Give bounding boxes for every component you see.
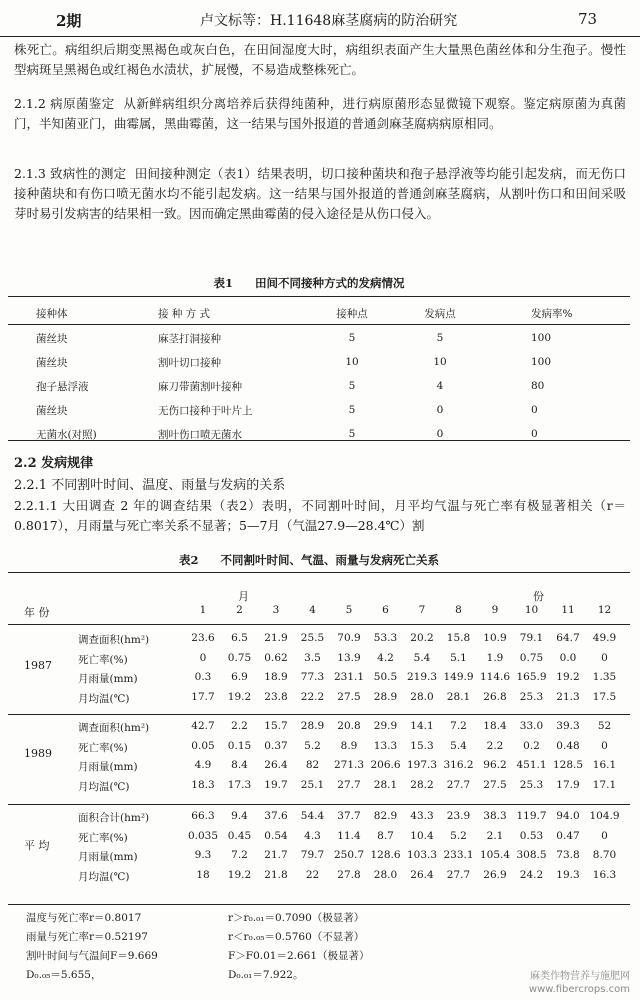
footnote-temp-correlation: 温度与死亡率r＝0.8017 bbox=[26, 912, 142, 924]
table2-cell: 0.54 bbox=[264, 829, 288, 842]
table-cell: 10 bbox=[345, 356, 359, 368]
table2-cell: 19.2 bbox=[227, 868, 252, 881]
table2-cell: 39.3 bbox=[556, 720, 580, 732]
table-cell: 0 bbox=[436, 404, 444, 416]
table2-cell: 114.6 bbox=[479, 671, 511, 683]
table2-cell: 49.9 bbox=[592, 632, 617, 644]
table-cell: 5 bbox=[348, 404, 356, 416]
table2-cell: 70.9 bbox=[337, 632, 361, 644]
table2-cell: 7.2 bbox=[450, 720, 467, 732]
table-cell: 无菌水(对照) bbox=[36, 428, 97, 441]
section-2-2-heading: 2.2 发病规律 bbox=[14, 456, 94, 471]
table2-row-label: 死亡率(%) bbox=[78, 831, 128, 844]
table2-cell: 28.0 bbox=[373, 868, 398, 881]
table2-cell: 96.2 bbox=[483, 759, 507, 771]
page-number: 73 bbox=[578, 10, 598, 28]
table2-cell: 18.9 bbox=[264, 671, 288, 683]
table2-cell: 4.9 bbox=[194, 759, 212, 771]
table2-cell: 0.45 bbox=[227, 829, 252, 842]
table2-cell: 23.9 bbox=[446, 810, 471, 822]
section-2-1-2 bbox=[14, 94, 626, 134]
table1-bottom-rule bbox=[8, 440, 630, 441]
table2-cell: 0 bbox=[601, 739, 608, 752]
table2-cell: 26.4 bbox=[410, 868, 434, 881]
table2-header-rule bbox=[8, 624, 630, 625]
table2-cell: 8.9 bbox=[340, 739, 358, 752]
table-cell: 割叶伤口喷无菌水 bbox=[158, 428, 242, 441]
table2-year-header: 年 份 bbox=[24, 606, 50, 619]
table2-cell: 50.5 bbox=[373, 671, 398, 683]
table2-cell: 0.2 bbox=[523, 739, 540, 752]
table2-cell: 0.05 bbox=[191, 739, 215, 752]
table2-cell: 2.1 bbox=[486, 829, 504, 842]
table2-month-label: 2 bbox=[236, 604, 243, 616]
table-cell: 0 bbox=[531, 404, 538, 416]
table2-cell: 9.4 bbox=[231, 810, 248, 822]
table2-cell: 250.7 bbox=[333, 849, 365, 861]
table1-header: 接种点 bbox=[336, 307, 368, 320]
table-cell: 孢子悬浮液 bbox=[36, 380, 89, 393]
table2-month-label: 8 bbox=[455, 604, 462, 616]
table2-cell: 0 bbox=[601, 829, 608, 842]
table2-cell: 233.1 bbox=[443, 849, 474, 861]
table2-cell: 28.9 bbox=[373, 690, 398, 703]
table2-cell: 8.7 bbox=[377, 829, 394, 842]
table2-cell: 26.8 bbox=[483, 690, 507, 703]
table2-cell: 17.1 bbox=[592, 778, 617, 791]
table1-header: 接种体 bbox=[36, 307, 68, 320]
table2-month-label: 10 bbox=[524, 604, 539, 616]
table2-cell: 27.5 bbox=[483, 778, 507, 791]
table2-cell: 19.3 bbox=[556, 868, 580, 881]
table2-cell: 0.75 bbox=[227, 651, 252, 664]
table2-cell: 26.9 bbox=[483, 868, 507, 881]
table-row bbox=[8, 326, 630, 350]
section-2-1-3-heading: 2.1.3 致病性的测定 bbox=[14, 166, 127, 181]
table2-cell: 29.9 bbox=[373, 720, 398, 732]
table2-cell: 21.7 bbox=[264, 849, 288, 861]
table2-cell: 5.4 bbox=[450, 739, 467, 752]
table2-cell: 23.8 bbox=[264, 690, 288, 703]
table-cell: 麻刀带菌割叶接种 bbox=[158, 380, 242, 393]
table2-cell: 19.7 bbox=[264, 778, 288, 791]
table2-cell: 0 bbox=[199, 651, 207, 664]
table2-cell: 3.5 bbox=[304, 651, 321, 664]
table2-cell: 11.4 bbox=[337, 829, 361, 842]
table2-cell: 17.5 bbox=[592, 690, 617, 703]
table2-cell: 25.3 bbox=[519, 690, 544, 703]
table2-cell: 37.6 bbox=[264, 810, 288, 822]
table2-cell: 28.0 bbox=[410, 690, 434, 703]
table2-cell: 21.8 bbox=[264, 868, 288, 881]
table2-cell: 4.3 bbox=[304, 829, 321, 842]
table2-row-label: 月均温(℃) bbox=[78, 870, 130, 883]
table2-cell: 0.035 bbox=[187, 829, 219, 842]
table-cell: 100 bbox=[531, 356, 552, 368]
table-cell: 0 bbox=[436, 428, 444, 440]
footnote-f-significance: F＞F0.01＝2.661（极显著） bbox=[228, 950, 370, 962]
footnote-temp-significance: r＞r₀.₀₁＝0.7090（极显著） bbox=[228, 912, 365, 924]
table2-cell: 16.3 bbox=[592, 868, 617, 881]
table2-cell: 22 bbox=[305, 868, 320, 881]
table-cell: 5 bbox=[348, 380, 356, 392]
table2-cell: 271.3 bbox=[333, 759, 365, 771]
table2-cell: 5.2 bbox=[304, 739, 321, 752]
table-cell: 割叶切口接种 bbox=[158, 356, 221, 369]
table2-cell: 149.9 bbox=[443, 671, 474, 683]
page-header bbox=[0, 0, 640, 37]
table2-cell: 64.7 bbox=[556, 632, 580, 644]
table1-header: 发病点 bbox=[424, 307, 456, 320]
table2-cell: 16.1 bbox=[592, 759, 617, 771]
table2-cell: 10.9 bbox=[483, 632, 507, 644]
table2-month-label: 1 bbox=[199, 604, 207, 616]
table2-top-rule bbox=[8, 572, 630, 573]
table2-cell: 197.3 bbox=[406, 759, 438, 771]
table1-title: 田间不同接种方式的发病情况 bbox=[255, 276, 405, 290]
table2-cell: 79.7 bbox=[300, 849, 325, 861]
table2-month-label: 12 bbox=[597, 604, 612, 616]
table2-cell: 18.4 bbox=[483, 720, 507, 732]
table2-cell: 38.3 bbox=[483, 810, 507, 822]
table2-cell: 66.3 bbox=[191, 810, 215, 822]
table1-top-rule bbox=[8, 296, 630, 297]
table2-cell: 94.0 bbox=[556, 810, 580, 822]
issue-number: 2期 bbox=[56, 12, 82, 30]
table2-cell: 15.8 bbox=[446, 632, 471, 644]
table2-cell: 42.7 bbox=[191, 720, 215, 732]
section-2-2-1-1-text: 2.2.1.1 大田调查 2 年的调查结果（表2）表明，不同割叶时间，月平均气温与死亡率有极显著相关（r＝0.8017），月雨量与死亡率关系不显著；5—7月（气温27.9—28.4℃）割 bbox=[14, 498, 626, 533]
table2-cell: 0.15 bbox=[227, 739, 252, 752]
table2-cell: 219.3 bbox=[406, 671, 438, 683]
table2-cell: 23.6 bbox=[191, 632, 215, 644]
paragraph-continuation: 株死亡。病组织后期变黑褐色或灰白色，在田间湿度大时，病组织表面产生大量黑色菌丝体和分生孢子。慢性型病斑呈黑褐色或红褐色水渍状，扩展慢，不易造成整株死亡。 bbox=[14, 42, 626, 77]
table2-cell: 37.7 bbox=[337, 810, 361, 822]
table1-header: 发病率% bbox=[531, 307, 573, 320]
section-2-1-3-text: 田间接种测定（表1）结果表明，切口接种菌块和孢子悬浮液等均能引起发病，而无伤口接种菌块和有伤口喷无菌水均不能引起发病。这一结果与国外报道的普通剑麻茎腐病，从割叶伤口和田间采吸芽时易引发病害的结果相一致。因而确定黑曲霉菌的侵入途径是从伤口侵入。 bbox=[14, 166, 626, 221]
table2-cell: 0.48 bbox=[556, 739, 580, 752]
table2-cell: 82 bbox=[305, 759, 320, 771]
table2-cell: 27.8 bbox=[337, 868, 361, 881]
table2-cell: 5.4 bbox=[413, 651, 431, 664]
table2-cell: 82.9 bbox=[373, 810, 398, 822]
table2-cell: 28.9 bbox=[300, 720, 325, 732]
table2-month-label: 11 bbox=[561, 604, 575, 616]
table2-cell: 17.9 bbox=[556, 778, 580, 791]
table2-cell: 18 bbox=[196, 868, 210, 881]
table2-cell: 14.1 bbox=[410, 720, 434, 732]
table2-cell: 79.1 bbox=[519, 632, 544, 644]
footnote-f-value: 割叶时间与气温间F＝9.669 bbox=[26, 950, 158, 962]
table-cell: 5 bbox=[348, 428, 356, 440]
table2-cell: 19.2 bbox=[556, 671, 580, 683]
table2-cell: 2.2 bbox=[486, 739, 504, 752]
section-2-2-1-heading: 2.2.1 不同割叶时间、温度、雨量与发病的关系 bbox=[14, 478, 286, 493]
table2-cell: 25.1 bbox=[300, 778, 325, 791]
table-cell: 10 bbox=[433, 356, 447, 368]
table2-row-label: 月均温(℃) bbox=[78, 780, 130, 793]
table2-cell: 22.2 bbox=[300, 690, 325, 703]
footnote-rain-correlation: 雨量与死亡率r＝0.52197 bbox=[26, 931, 148, 943]
footnote-rain-significance: r＜r₀.₀₅＝0.5760（不显著） bbox=[228, 931, 365, 943]
table2-cell: 13.3 bbox=[373, 739, 398, 752]
table2-year-label: 1989 bbox=[24, 747, 52, 760]
table2-row-label: 月雨量(mm) bbox=[78, 851, 138, 863]
table2-month-header-suffix: 份 bbox=[533, 590, 544, 603]
table2-cell: 27.7 bbox=[446, 868, 471, 881]
table2-number: 表2 bbox=[178, 553, 199, 567]
table2-month-label: 9 bbox=[491, 604, 499, 616]
table-cell: 5 bbox=[436, 332, 444, 344]
table2-cell: 9.3 bbox=[194, 849, 212, 861]
table2-cell: 20.8 bbox=[337, 720, 361, 732]
table2-cell: 0.62 bbox=[264, 651, 288, 664]
table2-row-label: 月均温(℃) bbox=[78, 692, 130, 705]
table2-cell: 28.1 bbox=[373, 778, 398, 791]
table2-cell: 103.3 bbox=[406, 849, 438, 861]
section-2-1-3 bbox=[14, 164, 626, 224]
table2-cell: 5.2 bbox=[450, 829, 467, 842]
table2-month-label: 5 bbox=[345, 604, 353, 616]
table-cell: 菌丝块 bbox=[36, 332, 68, 345]
table-cell: 80 bbox=[531, 380, 545, 392]
watermark-line-1: 麻类作物营养与施肥网 bbox=[530, 971, 630, 982]
table2-cell: 5.1 bbox=[450, 651, 467, 664]
table2-group-rule bbox=[8, 714, 630, 715]
site-watermark bbox=[529, 970, 630, 996]
table1 bbox=[8, 300, 630, 446]
table2-row-label: 死亡率(%) bbox=[78, 653, 128, 666]
table2-cell: 73.8 bbox=[556, 849, 580, 861]
table-cell: 菌丝块 bbox=[36, 356, 68, 369]
table2-cell: 25.5 bbox=[300, 632, 325, 644]
table2-cell: 0.0 bbox=[559, 651, 577, 664]
table2-cell: 6.5 bbox=[231, 632, 248, 644]
table2-row-label: 死亡率(%) bbox=[78, 741, 128, 754]
table2-cell: 4.2 bbox=[377, 651, 394, 664]
table2-cell: 43.3 bbox=[410, 810, 434, 822]
table-cell: 100 bbox=[531, 332, 552, 344]
table2-month-label: 7 bbox=[418, 604, 426, 616]
table-cell: 5 bbox=[348, 332, 356, 344]
table2-cell: 0.47 bbox=[556, 829, 580, 842]
table2-cell: 105.4 bbox=[479, 849, 511, 861]
table2-cell: 24.2 bbox=[519, 868, 544, 881]
table2-cell: 231.1 bbox=[333, 671, 365, 683]
table2-cell: 27.5 bbox=[337, 690, 361, 703]
running-title: 卢文标等：H.11648麻茎腐病的防治研究 bbox=[200, 13, 458, 29]
table2-row-label: 调查面积(hm²) bbox=[78, 722, 150, 734]
table1-header: 接 种 方 式 bbox=[158, 307, 211, 320]
table2-cell: 0.37 bbox=[264, 739, 288, 752]
table2-cell: 28.1 bbox=[446, 690, 471, 703]
table2-month-header: 月 bbox=[238, 590, 249, 603]
table2-row-label: 面积合计(hm²) bbox=[78, 812, 150, 824]
table1-number: 表1 bbox=[213, 276, 233, 290]
table2-cell: 8.70 bbox=[592, 849, 617, 861]
table2-cell: 21.9 bbox=[264, 632, 288, 644]
table2-cell: 2.2 bbox=[231, 720, 248, 732]
table2-cell: 0.53 bbox=[519, 829, 544, 842]
table2-cell: 17.3 bbox=[227, 778, 252, 791]
table2-year-label: 1987 bbox=[24, 659, 52, 672]
table2-bottom-rule bbox=[8, 904, 630, 905]
table2-cell: 21.3 bbox=[556, 690, 580, 703]
table-row bbox=[8, 398, 630, 422]
table2-cell: 54.4 bbox=[300, 810, 325, 822]
table2-cell: 10.4 bbox=[410, 829, 434, 842]
table2-cell: 8.4 bbox=[231, 759, 248, 771]
table2-row-label: 月雨量(mm) bbox=[78, 673, 138, 685]
watermark-line-2: www.fibercrops.com bbox=[528, 984, 630, 995]
table-row bbox=[8, 422, 630, 446]
table1-header-row bbox=[8, 300, 630, 326]
table2-month-label: 3 bbox=[272, 604, 280, 616]
table2-cell: 33.0 bbox=[519, 720, 544, 732]
table2-cell: 77.3 bbox=[300, 671, 325, 683]
table2-month-label: 6 bbox=[382, 604, 389, 616]
table2-cell: 26.4 bbox=[264, 759, 288, 771]
table2-cell: 206.6 bbox=[370, 759, 401, 771]
table2-cell: 128.5 bbox=[552, 759, 584, 771]
table2-cell: 53.3 bbox=[373, 632, 398, 644]
table2-cell: 451.1 bbox=[516, 759, 547, 771]
table2-cell: 0 bbox=[601, 651, 608, 664]
table2-title: 不同割叶时间、气温、雨量与发病死亡关系 bbox=[220, 553, 439, 567]
table2-cell: 28.2 bbox=[410, 778, 434, 791]
table-cell: 菌丝块 bbox=[36, 404, 68, 417]
table2-cell: 1.35 bbox=[592, 671, 617, 683]
table2-cell: 6.9 bbox=[231, 671, 248, 683]
table2-cell: 165.9 bbox=[516, 671, 547, 683]
footnote-d001: D₀.₀₁＝7.922。 bbox=[228, 969, 304, 981]
section-2-1-2-text: 从新鲜病组织分离培养后获得纯菌种，进行病原菌形态显微镜下观察。鉴定病原菌为真菌门，半知菌亚门，曲霉属，黑曲霉菌，这一结果与国外报道的普通剑麻茎腐病病原相同。 bbox=[14, 96, 626, 131]
table-row bbox=[8, 350, 630, 374]
table1-caption bbox=[0, 275, 640, 291]
table2-cell: 20.2 bbox=[410, 632, 434, 644]
table2-cell: 119.7 bbox=[516, 810, 547, 822]
table-row bbox=[8, 374, 630, 398]
table2-cell: 27.7 bbox=[446, 778, 471, 791]
table2-cell: 0.75 bbox=[519, 651, 544, 664]
footnote-d005: D₀.₀₅＝5.655， bbox=[26, 969, 102, 981]
table2-cell: 17.7 bbox=[191, 690, 215, 703]
table2-month-label: 4 bbox=[309, 604, 316, 616]
table2-row-label: 月雨量(mm) bbox=[78, 761, 138, 773]
table2-year-label: 平 均 bbox=[24, 839, 50, 852]
table2-cell: 25.3 bbox=[519, 778, 544, 791]
table-cell: 4 bbox=[436, 380, 444, 392]
table2-cell: 128.6 bbox=[370, 849, 401, 861]
table2-cell: 15.7 bbox=[264, 720, 288, 732]
table2-group-rule bbox=[8, 804, 630, 805]
table2-cell: 316.2 bbox=[443, 759, 474, 771]
table2-row-label: 调查面积(hm²) bbox=[78, 634, 150, 646]
table2-cell: 1.9 bbox=[486, 651, 504, 664]
table2-cell: 19.2 bbox=[227, 690, 252, 703]
table-cell: 麻茎打洞接种 bbox=[158, 332, 221, 345]
table2-cell: 308.5 bbox=[516, 849, 547, 861]
table2 bbox=[8, 574, 630, 904]
table2-cell: 52 bbox=[597, 720, 612, 732]
table-cell: 无伤口接种于叶片上 bbox=[158, 404, 253, 417]
table2-caption bbox=[0, 552, 640, 568]
table2-cell: 0.3 bbox=[194, 671, 212, 683]
table2-cell: 27.7 bbox=[337, 778, 361, 791]
table-cell: 0 bbox=[531, 428, 538, 440]
table2-cell: 18.3 bbox=[191, 778, 215, 791]
section-2-1-2-heading: 2.1.2 病原菌鉴定 bbox=[14, 96, 115, 111]
table2-cell: 104.9 bbox=[589, 810, 620, 822]
table2-cell: 15.3 bbox=[410, 739, 434, 752]
table2-cell: 7.2 bbox=[231, 849, 248, 861]
table2-cell: 13.9 bbox=[337, 651, 361, 664]
